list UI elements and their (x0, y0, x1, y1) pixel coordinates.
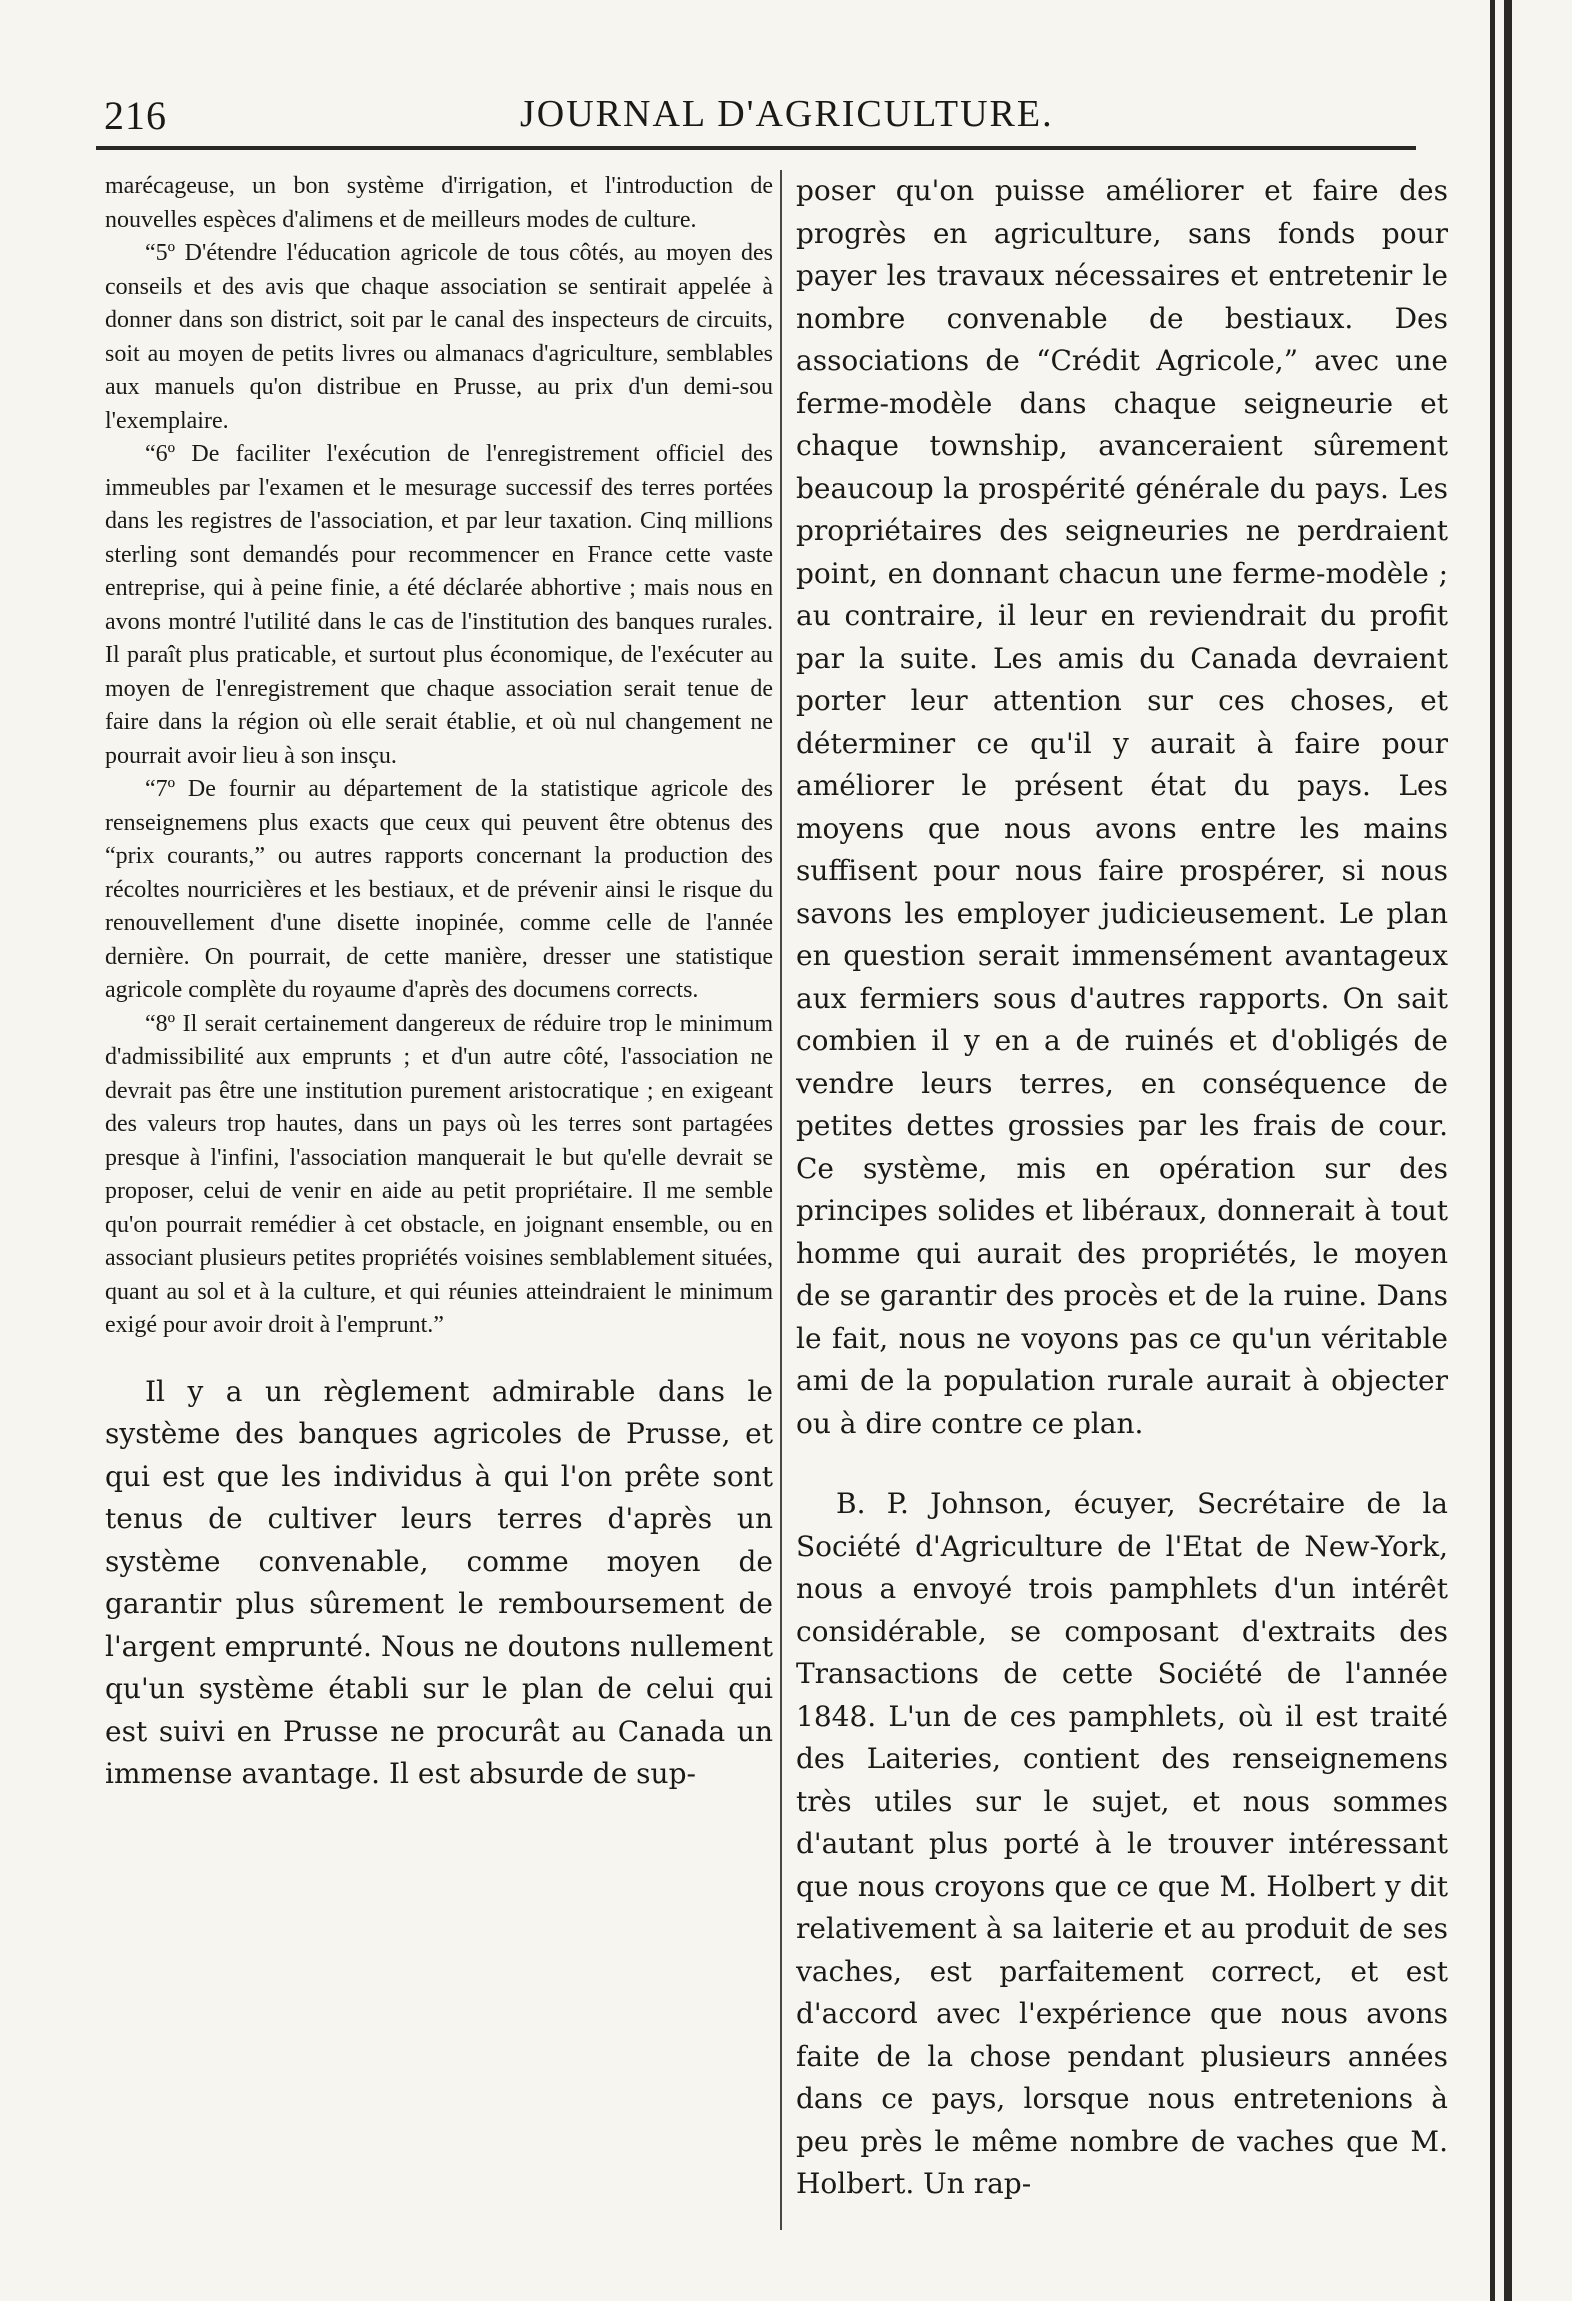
quote-paragraph-3: “6º De faciliter l'exécution de l'enregistrement officiel des immeubles par l'examen et le mesurage successif des terres portées dans les registres de l'association, et par leur taxation. Cinq millions sterling sont demandés pour recommencer en France cette vaste entreprise, qui à peine finie, a été déclarée abhortive ; mais nous en avons montré l'utilité dans le cas de l'institution des banques rurales. Il paraît plus praticable, et surtout plus économique, de l'exécuter au moyen de l'enregistrement que chaque association serait tenue de faire dans la région où elle serait établie, et où nul changement ne pourrait avoir lieu à son insçu. (105, 441, 773, 769)
quote-paragraph-1: marécageuse, un bon système d'irrigation, et l'introduction de nouvelles espèces d'alimens et de meilleurs modes de culture. (105, 173, 773, 233)
paragraph-gap (105, 1343, 773, 1371)
left-column (105, 170, 773, 2270)
quote-paragraph-2: “5º D'étendre l'éducation agricole de tous côtés, au moyen des conseils et des avis que chaque association se sentirait appelée à donner dans son district, soit par le canal des inspecteurs de circuits, soit au moyen de petits livres ou almanacs d'agriculture, semblables aux manuels qu'on distribue en Prusse, au prix d'un demi-sou l'exemplaire. (105, 240, 773, 434)
body-paragraph-right-1: poser qu'on puisse améliorer et faire des progrès en agriculture, sans fonds pour payer les travaux nécessaires et entretenir le nombre convenable de bestiaux. Des associations de “Crédit Agricole,” avec une ferme-modèle dans chaque seigneurie et chaque township, avanceraient sûrement beaucoup la prospérité générale du pays. Les propriétaires des seigneuries ne perdraient point, en donnant chacun une ferme-modèle ; au contraire, il leur en reviendrait du profit par la suite. Les amis du Canada devraient porter leur attention sur ces choses, et déterminer ce qu'il y aurait à faire pour améliorer le présent état du pays. Les moyens que nous avons entre les mains suffisent pour nous faire prospérer, si nous savons les employer judicieusement. Le plan en question serait immensément avantageux aux fermiers sous d'autres rapports. On sait combien il y en a de ruinés et d'obligés de vendre leurs terres, en conséquence de petites dettes grossies par les frais de cour. Ce système, mis en opération sur des principes solides et libéraux, donnerait à tout homme qui aurait des propriétés, le moyen de se garantir des procès et de la ruine. Dans le fait, nous ne voyons pas ce qu'un véritable ami de la population rurale aurait à objecter ou à dire contre ce plan. (796, 174, 1448, 1440)
right-column (796, 170, 1448, 2270)
paragraph-gap (796, 1445, 1448, 1483)
page-number: 216 (104, 93, 167, 138)
body-paragraph-right-2: B. P. Johnson, écuyer, Secrétaire de la Société d'Agriculture de l'Etat de New-York, nous a envoyé trois pamphlets d'un intérêt considérable, se composant d'extraits des Transactions de cette Société de l'année 1848. L'un de ces pamphlets, où il est traité des Laiteries, contient des renseignemens très utiles sur le sujet, et nous sommes d'autant plus porté à le trouver intéressant que nous croyons que ce que M. Holbert y dit relativement à sa laiterie et au produit de ses vaches, est parfaitement correct, et est d'accord avec l'expérience que nous avons faite de la chose pendant plusieurs années dans ce pays, lorsque nous entretenions à peu près le même nombre de vaches que M. Holbert. Un rap- (796, 1487, 1448, 2200)
right-page-border (1490, 0, 1518, 2301)
body-paragraph-left: Il y a un règlement admirable dans le système des banques agricoles de Prusse, et qui est que les individus à qui l'on prête sont tenus de cultiver leurs terres d'après un système convenable, comme moyen de garantir plus sûrement le remboursement de l'argent emprunté. Nous ne doutons nullement qu'un système établi sur le plan de celui qui est suivi en Prusse ne procurât au Canada un immense avantage. Il est absurde de sup- (105, 1374, 773, 1790)
running-title: JOURNAL D'AGRICULTURE. (520, 93, 1054, 135)
header-rule (96, 146, 1416, 150)
quote-paragraph-4: “7º De fournir au département de la statistique agricole des renseignemens plus exacts que ceux qui peuvent être obtenus des “prix courants,” ou autres rapports concernant la production des récoltes nourricières et les bestiaux, et de prévenir ainsi le risque du renouvellement d'une disette inopinée, comme celle de l'année dernière. On pourrait, de cette manière, dresser une statistique agricole complète du royaume d'après des documens corrects. (105, 776, 773, 1003)
quote-paragraph-5: “8º Il serait certainement dangereux de réduire trop le minimum d'admissibilité aux emprunts ; et d'un autre côté, l'association ne devrait pas être une institution purement aristocratique ; en exigeant des valeurs trop hautes, dans un pays où les terres sont partagées presque à l'infini, l'association manquerait le but qu'elle devrait se proposer, celui de venir en aide au petit propriétaire. Il me semble qu'on pourrait remédier à cet obstacle, en joignant ensemble, ou en associant plusieurs petites propriétés voisines semblablement situées, quant au sol et à la culture, et qui réunies atteindraient le minimum exigé pour avoir droit à l'emprunt.” (105, 1010, 773, 1338)
column-divider (780, 170, 782, 2230)
